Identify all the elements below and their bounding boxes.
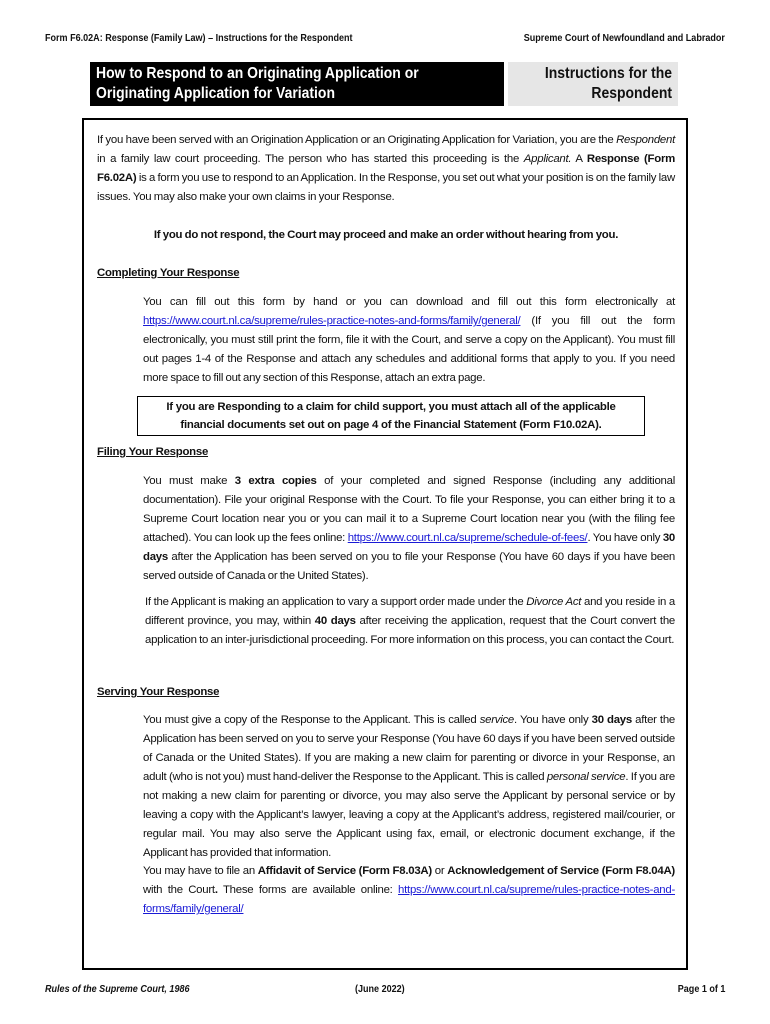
serving-heading: Serving Your Response <box>97 686 220 698</box>
intro-text: is a form you use to respond to an Application. In the Response, you set out what your position is on the family law issues. You may also make your own claims in your Response. <box>97 172 675 203</box>
service-forms-link[interactable]: https://www.court.nl.ca/supreme/rules-practice-notes-and-forms/family/general/ <box>143 884 675 915</box>
intro-text: in a family law court proceeding. The person who has started this proceeding is the <box>97 153 524 165</box>
filing-text: after the Application has been served on you to file your Response (You have 60 days if you have been served outside of Canada or the United States). <box>143 551 675 582</box>
page-title-line2: Originating Application for Variation <box>96 85 335 102</box>
serving-deadline: 30 days <box>591 714 632 726</box>
personal-service-term: personal service <box>546 771 626 783</box>
filing-text: of your completed and signed Response (including any additional documentation). File your original Response with the Court. To file your Response, you can either bring it to a Supreme Court location near you or you can mail it to a Supreme Court location near you (with the filing fee attached). You can look up the fees online: <box>143 475 675 544</box>
filing-text: You must make <box>143 475 235 487</box>
notice-line1: If you are Responding to a claim for child support, you must attach all of the applicable <box>166 401 616 413</box>
footer-page-number: Page 1 of 1 <box>677 983 725 995</box>
page-subtitle-line2: Respondent <box>591 85 672 102</box>
serving-text: You must give a copy of the Response to the Applicant. This is called <box>143 714 480 726</box>
notice-line2: financial documents set out on page 4 of the Financial Statement (Form F10.02A). <box>180 419 602 431</box>
footer-rules-title: Rules of the Supreme Court, 1986 <box>45 983 190 995</box>
serving-paragraph <box>143 711 675 863</box>
intro-paragraph <box>97 131 675 207</box>
intro-text: If you have been served with an Origination Application or an Originating Application for Variation, you are the <box>97 134 617 146</box>
serving-text: . If you are not making a new claim for parenting or divorce, you may also serve the Applicant by personal service or by leaving a copy with the Applicant’s lawyer, leaving a copy at the Applicant’s address, registered mail/courier, or regular mail. You may also serve the Applicant using fax, email, or electronic document exchange, if the Applicant has provided that information. <box>143 771 675 859</box>
variation-text: and you reside in a different province, you may, within <box>145 596 675 627</box>
intro-form-name: Response (Form F6.02A) <box>97 153 676 184</box>
footer-date: (June 2022) <box>355 983 405 995</box>
page-subtitle-line1: Instructions for the <box>544 65 672 82</box>
completing-paragraph <box>143 293 675 388</box>
page-title-box <box>90 62 504 106</box>
no-response-warning: If you do not respond, the Court may proceed and make an order without hearing from you. <box>153 229 619 241</box>
completing-text: You can fill out this form by hand or you can download and fill out this form electronically at <box>143 296 675 308</box>
variation-deadline: 40 days <box>314 615 356 627</box>
filing-text: . You have only <box>587 532 663 544</box>
completing-text: (If you fill out the form electronically, you must still print the form, file it with the Court, and serve a copy on the Applicant). You must fill out pages 1-4 of the Response and attach any schedules and additional forms that apply to you. If you need more space to fill out any section of this Response, attach an extra page. <box>143 315 675 384</box>
filing-deadline: 30 days <box>143 532 675 563</box>
serving-text: . You have only <box>514 714 592 726</box>
variation-paragraph <box>145 593 675 650</box>
intro-respondent-term: Respondent <box>616 134 675 146</box>
forms-link[interactable]: https://www.court.nl.ca/supreme/rules-practice-notes-and-forms/family/general/ <box>143 315 521 327</box>
filing-copies-count: 3 extra copies <box>234 475 317 487</box>
affidavit-text: with the Court <box>143 884 215 896</box>
variation-text: If the Applicant is making an application to vary a support order made under the <box>145 596 527 608</box>
affidavit-text: or <box>431 865 448 877</box>
affidavit-form-name: Affidavit of Service (Form F8.03A) <box>257 865 432 877</box>
service-term: service <box>479 714 515 726</box>
acknowledgement-form-name: Acknowledgement of Service (Form F8.04A) <box>447 865 675 877</box>
affidavit-text: These forms are available online: <box>217 884 399 896</box>
filing-heading: Filing Your Response <box>97 446 209 458</box>
affidavit-text: . <box>214 884 218 896</box>
header-form-title: Form F6.02A: Response (Family Law) – Instructions for the Respondent <box>45 32 353 44</box>
page-subtitle-box <box>508 62 678 106</box>
completing-heading: Completing Your Response <box>97 267 240 279</box>
child-support-notice <box>137 396 645 436</box>
affidavit-text: You may have to file an <box>143 865 258 877</box>
affidavit-paragraph <box>143 862 675 919</box>
fees-link[interactable]: https://www.court.nl.ca/supreme/schedule-of-fees/ <box>347 532 588 544</box>
variation-text: after receiving the application, request that the Court convert the application to an inter-jurisdictional proceeding. For more information on this process, you can contact the Court. <box>145 615 675 646</box>
serving-text: after the Application has been served on you to serve your Response (You have 60 days if you have been served outside of Canada or the United States). If you are making a new claim for parenting or divorce in your Response, an adult (who is not you) must hand-deliver the Response to the Applicant. This is called <box>143 714 675 783</box>
page-title-line1: How to Respond to an Originating Application or <box>96 65 419 82</box>
divorce-act-term: Divorce Act <box>526 596 582 608</box>
filing-paragraph <box>143 472 675 586</box>
intro-applicant-term: Applicant. <box>523 153 572 165</box>
header-court-name: Supreme Court of Newfoundland and Labrador <box>523 32 725 44</box>
intro-text: A <box>571 153 587 165</box>
